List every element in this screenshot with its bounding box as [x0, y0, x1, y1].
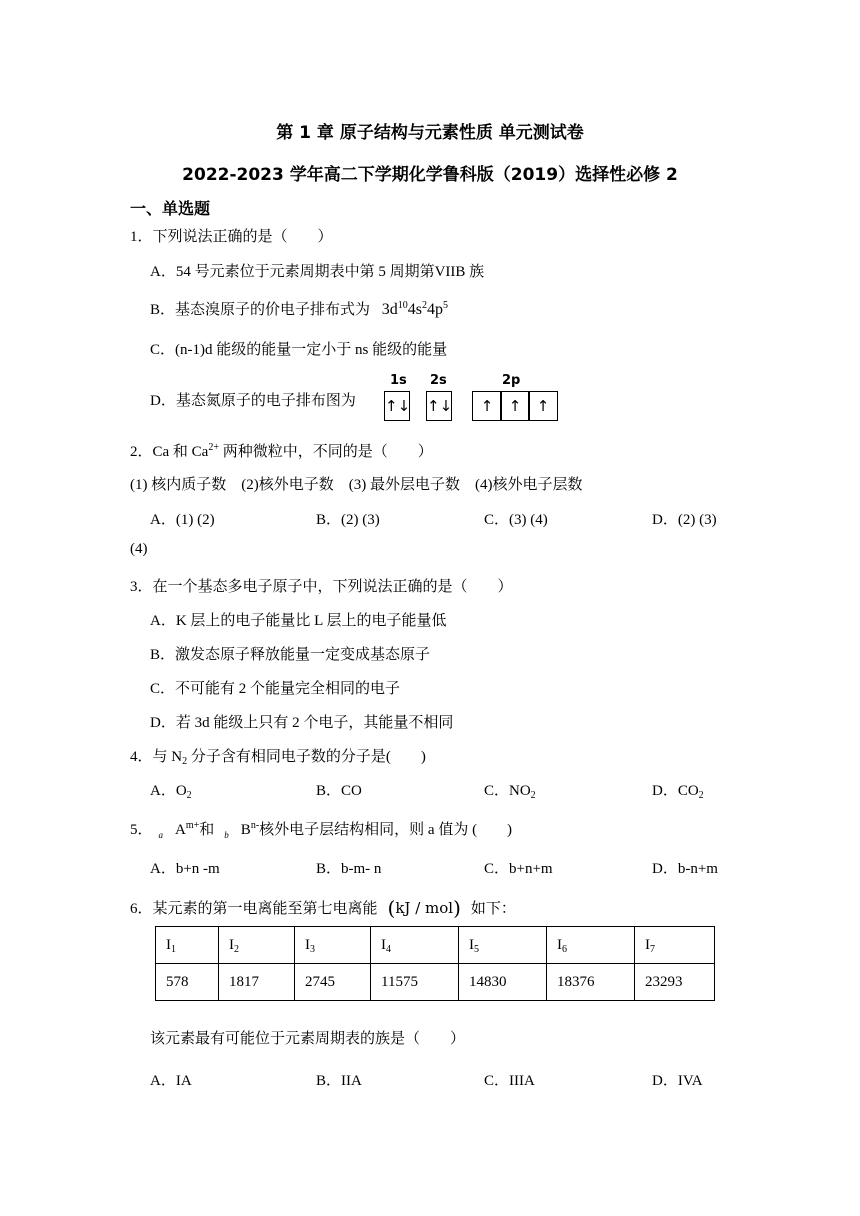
- table-header-cell: $I_2$: [219, 927, 295, 964]
- table-header-row: [156, 927, 715, 964]
- table-cell: 2745: [295, 964, 371, 1001]
- q6-follow-question: 该元素最有可能位于元素周期表的族是（ ）: [150, 1031, 466, 1047]
- option-text: D．CO: [652, 783, 699, 799]
- table-header-cell: $I_1$: [156, 927, 219, 964]
- formula-sup: 5: [443, 300, 448, 311]
- formula-sup: 10: [397, 300, 408, 311]
- orbital-box: [528, 391, 558, 421]
- q6-stem: [130, 896, 516, 920]
- orbital-label: 2p: [502, 373, 521, 388]
- table-cell: 23293: [635, 964, 715, 1001]
- q5-text: 核外电子层结构相同，则 a 值为 ( ): [259, 822, 513, 838]
- formula-sub: 2: [698, 790, 704, 801]
- spin-arrow: ↑: [480, 397, 494, 415]
- charge-sup: n-: [250, 820, 260, 831]
- q1-option-c: C．(n-1)d 能级的能量一定小于 ns 能级的能量: [150, 342, 448, 358]
- orbital-box: [426, 391, 452, 421]
- q2-stem-text: 两种微粒中，不同的是（ ）: [218, 444, 433, 460]
- atomic-number: a: [158, 830, 164, 840]
- spin-arrow: ↑: [508, 397, 522, 415]
- spin-arrow: ↑: [536, 397, 550, 415]
- formula-sub: 2: [186, 790, 192, 801]
- q1-option-b-text: B．基态溴原子的价电子排布式为: [150, 302, 371, 318]
- q4-option-d: [652, 779, 704, 800]
- unit-text: kJ / mol: [395, 899, 454, 917]
- option-text: C．NO: [484, 783, 531, 799]
- doc-title: 第 1 章 原子结构与元素性质 单元测试卷: [276, 123, 584, 143]
- q4-stem-text: 4．与 N: [130, 749, 183, 765]
- formula-sub: 2: [530, 790, 536, 801]
- q5-option-a: A．b+n -m: [150, 861, 220, 877]
- q3-stem: 3．在一个基态多电子原子中，下列说法正确的是（ ）: [130, 579, 513, 595]
- q2-stem-text: 2．Ca 和 Ca: [130, 444, 209, 460]
- q2-stem: [130, 440, 433, 461]
- q6-option-a: A．IA: [150, 1073, 192, 1089]
- q4-option-b: B．CO: [316, 783, 362, 799]
- q5-text: 和: [199, 822, 215, 838]
- option-text: A．O: [150, 783, 187, 799]
- table-cell: 11575: [371, 964, 459, 1001]
- q1-option-b-formula: [382, 301, 448, 318]
- q6-stem-text: 如下：: [470, 901, 516, 917]
- table-header-cell: $I_3$: [295, 927, 371, 964]
- q3-option-b: B．激发态原子释放能量一定变成基态原子: [150, 647, 431, 663]
- q4-option-c: [484, 779, 536, 800]
- q5-option-d: D．b-n+m: [652, 861, 718, 877]
- formula-sup: 2: [422, 300, 427, 311]
- formula-part: 3d: [381, 301, 398, 318]
- unit-expression: (kJ / mol): [387, 896, 461, 920]
- element-symbol: A: [175, 822, 186, 838]
- q3-option-d: D．若 3d 能级上只有 2 个电子，其能量不相同: [150, 715, 454, 731]
- q6-option-d: D．IVA: [652, 1073, 703, 1089]
- formula-part: 4p: [427, 301, 443, 318]
- q4-stem: [130, 745, 426, 766]
- q1-option-a: A．54 号元素位于元素周期表中第 5 周期第VIIB 族: [150, 264, 485, 280]
- charge-sup: 2+: [208, 442, 219, 453]
- q5-option-c: C．b+n+m: [484, 861, 553, 877]
- q2-option-a: A．(1) (2): [150, 512, 215, 528]
- q5-option-b: B．b-m- n: [316, 861, 382, 877]
- doc-subtitle: 2022-2023 学年高二下学期化学鲁科版（2019）选择性必修 2: [182, 165, 678, 185]
- element-symbol: B: [240, 822, 251, 838]
- table-cell: 578: [156, 964, 219, 1001]
- spin-arrow: ↑↓: [385, 397, 411, 415]
- charge-sup: m+: [185, 820, 200, 831]
- orbital-label: 1s: [390, 373, 407, 388]
- orbital-box: [384, 391, 410, 421]
- table-cell: 1817: [219, 964, 295, 1001]
- section-heading: 一、单选题: [130, 199, 211, 218]
- q2-option-d: D．(2) (3): [652, 512, 717, 528]
- table-header-cell: $I_4$: [371, 927, 459, 964]
- q1-option-d: D．基态氮原子的电子排布图为: [150, 393, 356, 409]
- table-header-cell: $I_5$: [459, 927, 547, 964]
- q2-option-d-wrap: (4): [130, 541, 148, 557]
- q4-option-a: [150, 779, 192, 800]
- orbital-box: [500, 391, 530, 421]
- q6-option-b: B．IIA: [316, 1073, 362, 1089]
- q5-number: 5．: [130, 822, 153, 838]
- orbital-label: 2s: [430, 373, 447, 388]
- q3-option-a: A．K 层上的电子能量比 L 层上的电子能量低: [150, 613, 447, 629]
- table-row: [156, 964, 715, 1001]
- q5-stem: [130, 818, 512, 839]
- q2-items: (1) 核内质子数 (2)核外电子数 (3) 最外层电子数 (4)核外电子层数: [130, 477, 583, 493]
- q1-option-b: [150, 298, 448, 319]
- q4-stem-text: 分子含有相同电子数的分子是( ): [187, 749, 426, 765]
- table-cell: 18376: [547, 964, 635, 1001]
- spin-arrow: ↑↓: [427, 397, 453, 415]
- table-cell: 14830: [459, 964, 547, 1001]
- q2-option-b: B．(2) (3): [316, 512, 380, 528]
- q6-stem-text: 6．某元素的第一电离能至第七电离能: [130, 901, 378, 917]
- formula-part: 4s: [407, 301, 422, 318]
- atomic-number: b: [224, 830, 229, 840]
- q3-option-c: C．不可能有 2 个能量完全相同的电子: [150, 681, 401, 697]
- ionization-energy-table: [155, 926, 715, 1001]
- orbital-box: [472, 391, 502, 421]
- table-header-cell: $I_6$: [547, 927, 635, 964]
- q2-option-c: C．(3) (4): [484, 512, 548, 528]
- q1-stem: 1．下列说法正确的是（ ）: [130, 229, 333, 245]
- q6-option-c: C．IIIA: [484, 1073, 535, 1089]
- table-header-cell: $I_7$: [635, 927, 715, 964]
- formula-sub: 2: [182, 756, 188, 767]
